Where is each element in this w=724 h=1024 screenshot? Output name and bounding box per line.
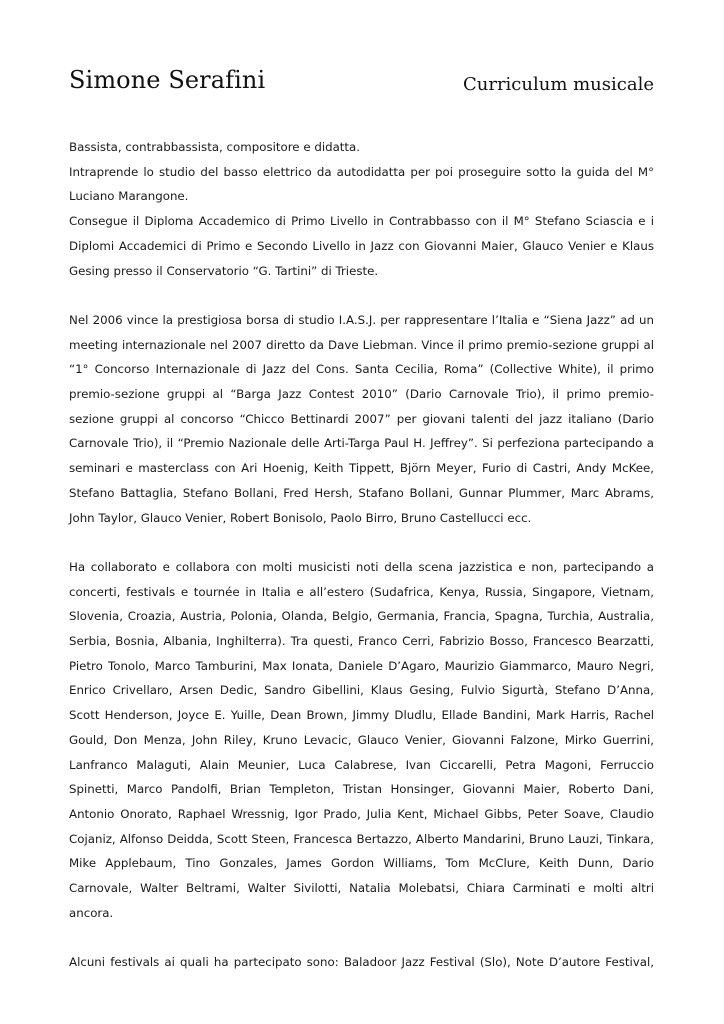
document-subtitle: Curriculum musicale [462,74,654,95]
paragraph-festivals: Alcuni festivals ai quali ha partecipato sono: Baladoor Jazz Festival (Slo), Note D’autore Festival, [69,955,654,970]
intro-line: Consegue il Diploma Accademico di Primo Livello in Contrabbasso con il M° Stefano Sciascia e i Diplomi Accademici di Primo e Secondo Livello in Jazz con Giovanni Maier, Glauco Venier e Klaus Gesing presso il Conservatorio “G. Tartini” di Trieste. [69,214,654,278]
document-header [69,66,654,106]
paragraph-collaborations: Ha collaborato e collabora con molti musicisti noti della scena jazzistica e non, partecipando a concerti, festivals e tournée in Italia e all’estero (Sudafrica, Kenya, Russia, Singapore, Vietnam, Slovenia, Croazia, Austria, Polonia, Olanda, Belgio, Germania, Francia, Spagna, Turchia, Australia, Serbia, Bosnia, Albania, Inghilterra). Tra questi, Franco Cerri, Fabrizio Bosso, Francesco Bearzatti, Pietro Tonolo, Marco Tamburini, Max Ionata, Daniele D’Agaro, Maurizio Giammarco, Mauro Negri, Enrico Crivellaro, Arsen Dedic, Sandro Gibellini, Klaus Gesing, Fulvio Sigurtà, Stefano D’Anna, Scott Henderson, Joyce E. Yuille, Dean Brown, Jimmy Dludlu, Ellade Bandini, Mark Harris, Rachel Gould, Don Menza, John Riley, Kruno Levacic, Glauco Venier, Giovanni Falzone, Mirko Guerrini, Lanfranco Malaguti, Alain Meunier, Luca Calabrese, Ivan Ciccarelli, Petra Magoni, Ferruccio Spinetti, Marco Pandolfi, Brian Templeton, Tristan Honsinger, Giovanni Maier, Roberto Dani, Antonio Onorato, Raphael Wressnig, Igor Prado, Julia Kent, Michael Gibbs, Peter Soave, Claudio Cojaniz, Alfonso Deidda, Scott Steen, Francesca Bertazzo, Alberto Mandarini, Bruno Lauzi, Tinkara, Mike Applebaum, Tino Gonzales, James Gordon Williams, Tom McClure, Keith Dunn, Dario Carnovale, Walter Beltrami, Walter Sivilotti, Natalia Molebatsi, Chiara Carminati e molti altri ancora. [69,559,654,920]
paragraph-intro [69,135,654,283]
intro-line: Bassista, contrabbassista, compositore e didatta. [69,140,361,154]
document-body [69,135,654,975]
paragraph-awards: Nel 2006 vince la prestigiosa borsa di studio I.A.S.J. per rappresentare l’Italia e “Siena Jazz” ad un meeting internazionale nel 2007 diretto da Dave Liebman. Vince il primo premio-sezione gruppi al “1° Concorso Internazionale di Jazz del Cons. Santa Cecilia, Roma” (Collective White), il primo premio-sezione gruppi al “Barga Jazz Contest 2010” (Dario Carnovale Trio), il primo premio-sezione gruppi al concorso “Chicco Bettinardi 2007” per giovani talenti del jazz italiano (Dario Carnovale Trio), il “Premio Nazionale delle Arti-Targa Paul H. Jeffrey”. Si perfeziona partecipando a seminari e masterclass con Ari Hoenig, Keith Tippett, Björn Meyer, Furio di Castri, Andy McKee, Stefano Battaglia, Stefano Bollani, Fred Hersh, Stafano Bollani, Gunnar Plummer, Marc Abrams, John Taylor, Glauco Venier, Robert Bonisolo, Paolo Birro, Bruno Castellucci ecc. [69,312,654,525]
intro-line: Intraprende lo studio del basso elettrico da autodidatta per poi proseguire sotto la guida del M° Luciano Marangone. [69,164,654,204]
author-name: Simone Serafini [69,66,266,94]
